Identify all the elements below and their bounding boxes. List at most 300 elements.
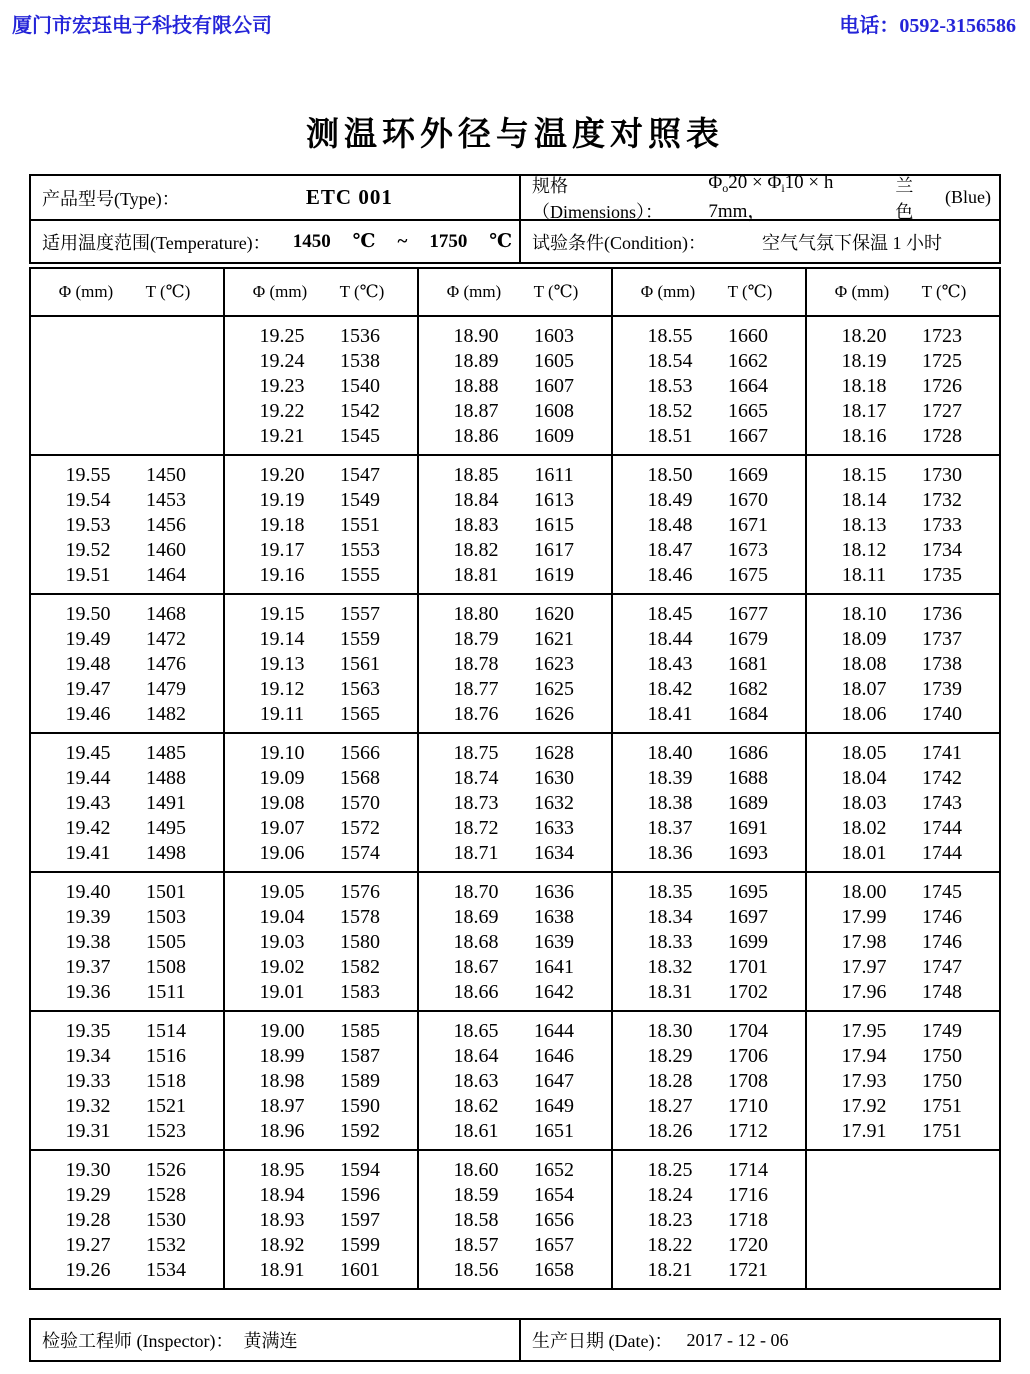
table-row — [825, 513, 981, 538]
table-row — [631, 816, 787, 841]
phi-value: 18.69 — [453, 906, 499, 928]
t-header: T (℃) — [727, 282, 773, 301]
phi-header: Φ (mm) — [834, 282, 890, 301]
dimensions-value: $\Phi_o20 \times \Phi_i10 \times h$ 7mm， — [708, 172, 834, 222]
table-row — [631, 791, 787, 816]
t-value: 1745 — [922, 881, 962, 903]
table-row — [825, 930, 981, 955]
t-value: 1453 — [146, 489, 186, 511]
t-value: 1673 — [728, 539, 768, 561]
phi-value: 18.79 — [453, 628, 499, 650]
table-row — [437, 816, 593, 841]
table-row — [437, 1044, 593, 1069]
date-cell — [519, 1320, 999, 1360]
table-row — [49, 741, 205, 766]
t-value: 1609 — [534, 425, 574, 447]
t-value: 1596 — [340, 1184, 380, 1206]
table-row — [49, 791, 205, 816]
table-row — [49, 424, 205, 449]
table-row — [437, 1119, 593, 1144]
ring-color-cn: 兰色 — [895, 175, 914, 222]
table-row — [825, 627, 981, 652]
table-row — [49, 463, 205, 488]
phi-value: 18.87 — [453, 400, 499, 422]
t-value: 1485 — [146, 742, 186, 764]
table-row — [243, 1019, 399, 1044]
table-row — [49, 399, 205, 424]
phi-value: 19.22 — [259, 400, 305, 422]
t-value: 1733 — [922, 514, 962, 536]
t-value: 1651 — [534, 1120, 574, 1142]
t-value: 1656 — [534, 1209, 574, 1231]
phi-value: 18.45 — [647, 603, 693, 625]
t-value — [903, 1158, 981, 1183]
table-row — [437, 513, 593, 538]
table-cell-block — [31, 734, 223, 871]
table-row — [825, 702, 981, 727]
table-cell-block — [31, 873, 223, 1010]
table-row — [631, 1044, 787, 1069]
t-value: 1716 — [728, 1184, 768, 1206]
phi-value: 17.96 — [841, 981, 887, 1003]
measurement-table-body — [31, 317, 999, 1288]
column-header-cell — [611, 269, 805, 315]
t-value: 1702 — [728, 981, 768, 1003]
phi-value: 18.91 — [259, 1259, 305, 1281]
t-value: 1738 — [922, 653, 962, 675]
t-value: 1628 — [534, 742, 574, 764]
table-row — [243, 816, 399, 841]
table-row — [437, 741, 593, 766]
phi-value: 18.93 — [259, 1209, 305, 1231]
phi-value: 18.53 — [647, 375, 693, 397]
t-value: 1608 — [534, 400, 574, 422]
t-value: 1654 — [534, 1184, 574, 1206]
t-value: 1532 — [146, 1234, 186, 1256]
phi-value: 18.43 — [647, 653, 693, 675]
phi-value: 17.91 — [841, 1120, 887, 1142]
t-value: 1460 — [146, 539, 186, 561]
phi-value: 18.86 — [453, 425, 499, 447]
t-value — [903, 1233, 981, 1258]
table-row — [49, 905, 205, 930]
table-row — [631, 905, 787, 930]
t-value: 1464 — [146, 564, 186, 586]
table-row — [437, 538, 593, 563]
table-row — [49, 1208, 205, 1233]
phi-value: 19.28 — [65, 1209, 111, 1231]
table-row — [243, 513, 399, 538]
phi-value: 19.18 — [259, 514, 305, 536]
phi-value: 19.49 — [65, 628, 111, 650]
table-row — [243, 880, 399, 905]
t-value: 1621 — [534, 628, 574, 650]
phi-value — [825, 1258, 903, 1283]
phi-value: 18.76 — [453, 703, 499, 725]
table-row — [825, 1094, 981, 1119]
t-value: 1583 — [340, 981, 380, 1003]
phi-value: 18.24 — [647, 1184, 693, 1206]
table-row — [437, 1258, 593, 1283]
phi-value: 18.62 — [453, 1095, 499, 1117]
phi-value: 18.96 — [259, 1120, 305, 1142]
table-row — [243, 1233, 399, 1258]
table-row — [437, 791, 593, 816]
phi-value: 19.52 — [65, 539, 111, 561]
table-row — [243, 1258, 399, 1283]
phi-value: 19.55 — [65, 464, 111, 486]
table-row — [243, 905, 399, 930]
table-row — [825, 1044, 981, 1069]
phi-value: 17.93 — [841, 1070, 887, 1092]
table-row — [49, 1183, 205, 1208]
table-cell-block — [417, 1012, 611, 1149]
t-value: 1721 — [728, 1259, 768, 1281]
footer-row — [31, 1320, 999, 1360]
table-row — [825, 741, 981, 766]
phi-value: 18.77 — [453, 678, 499, 700]
t-value — [903, 1258, 981, 1283]
t-value: 1561 — [340, 653, 380, 675]
t-value: 1505 — [146, 931, 186, 953]
phi-header: Φ (mm) — [640, 282, 696, 301]
table-row — [49, 652, 205, 677]
phi-value — [49, 424, 127, 449]
t-value: 1538 — [340, 350, 380, 372]
table-cell-block — [417, 595, 611, 732]
phi-value: 18.71 — [453, 842, 499, 864]
t-value: 1681 — [728, 653, 768, 675]
table-row — [49, 513, 205, 538]
table-row — [243, 841, 399, 866]
table-row — [49, 816, 205, 841]
table-row — [49, 1158, 205, 1183]
phi-value: 18.22 — [647, 1234, 693, 1256]
temp-unit-a: ℃ — [352, 231, 376, 252]
table-row — [631, 424, 787, 449]
phi-value: 18.75 — [453, 742, 499, 764]
t-value: 1665 — [728, 400, 768, 422]
table-row — [825, 374, 981, 399]
t-value: 1669 — [728, 464, 768, 486]
phi-value: 18.12 — [841, 539, 887, 561]
table-row — [437, 930, 593, 955]
t-value: 1613 — [534, 489, 574, 511]
t-value: 1633 — [534, 817, 574, 839]
t-value: 1601 — [340, 1259, 380, 1281]
table-row — [437, 563, 593, 588]
table-row — [631, 1094, 787, 1119]
product-type-label: 产品型号(Type)： — [42, 188, 180, 209]
phi-value: 18.31 — [647, 981, 693, 1003]
phi-value: 18.47 — [647, 539, 693, 561]
table-cell-block — [31, 317, 223, 454]
measurement-table-header — [31, 269, 999, 317]
t-value: 1636 — [534, 881, 574, 903]
phi-value: 18.57 — [453, 1234, 499, 1256]
table-row — [49, 880, 205, 905]
phi-value: 18.80 — [453, 603, 499, 625]
table-row — [437, 602, 593, 627]
t-value: 1607 — [534, 375, 574, 397]
t-value: 1746 — [922, 906, 962, 928]
table-row — [49, 324, 205, 349]
phi-value: 18.78 — [453, 653, 499, 675]
table-row — [825, 791, 981, 816]
phi-value: 19.41 — [65, 842, 111, 864]
info-row-temp-cond — [31, 219, 999, 262]
table-row — [631, 1208, 787, 1233]
phi-value: 19.14 — [259, 628, 305, 650]
phi-value: 19.23 — [259, 375, 305, 397]
table-cell-block — [805, 1151, 999, 1288]
table-row — [631, 930, 787, 955]
table-row — [49, 627, 205, 652]
t-value: 1495 — [146, 817, 186, 839]
phi-value: 18.10 — [841, 603, 887, 625]
table-row — [631, 488, 787, 513]
t-value: 1750 — [922, 1070, 962, 1092]
t-value: 1559 — [340, 628, 380, 650]
phi-value: 18.03 — [841, 792, 887, 814]
table-row — [437, 488, 593, 513]
page-title: 测温环外径与温度对照表 — [306, 117, 724, 153]
t-value: 1748 — [922, 981, 962, 1003]
t-value: 1603 — [534, 325, 574, 347]
t-value: 1542 — [340, 400, 380, 422]
phi-value — [49, 374, 127, 399]
table-row — [631, 602, 787, 627]
table-cell-block — [417, 456, 611, 593]
inspector-cell — [31, 1320, 519, 1360]
column-header-cell — [223, 269, 417, 315]
phi-value: 19.19 — [259, 489, 305, 511]
table-row — [825, 488, 981, 513]
phi-value: 18.54 — [647, 350, 693, 372]
table-row — [631, 741, 787, 766]
phi-value: 19.37 — [65, 956, 111, 978]
t-value — [127, 424, 205, 449]
table-row — [825, 463, 981, 488]
table-row — [825, 841, 981, 866]
phi-header: Φ (mm) — [252, 282, 308, 301]
table-row — [243, 602, 399, 627]
phi-value: 18.67 — [453, 956, 499, 978]
phi-value: 18.83 — [453, 514, 499, 536]
phi-value: 19.02 — [259, 956, 305, 978]
t-value: 1701 — [728, 956, 768, 978]
table-row — [631, 766, 787, 791]
phi-value: 18.18 — [841, 375, 887, 397]
table-row — [243, 1094, 399, 1119]
table-row-group — [31, 1010, 999, 1149]
t-value: 1508 — [146, 956, 186, 978]
t-value: 1553 — [340, 539, 380, 561]
table-cell-block — [611, 317, 805, 454]
table-row — [437, 1158, 593, 1183]
t-value: 1652 — [534, 1159, 574, 1181]
t-value: 1594 — [340, 1159, 380, 1181]
table-row — [631, 841, 787, 866]
info-table — [29, 174, 1001, 264]
t-header: T (℃) — [921, 282, 967, 301]
table-row-group — [31, 593, 999, 732]
t-value: 1534 — [146, 1259, 186, 1281]
table-row — [49, 841, 205, 866]
table-row — [243, 1044, 399, 1069]
table-row — [825, 880, 981, 905]
table-row — [825, 652, 981, 677]
phi-value: 18.99 — [259, 1045, 305, 1067]
t-header: T (℃) — [339, 282, 385, 301]
phi-value: 19.25 — [259, 325, 305, 347]
phi-value: 18.09 — [841, 628, 887, 650]
t-value: 1491 — [146, 792, 186, 814]
phi-value: 18.20 — [841, 325, 887, 347]
t-value: 1617 — [534, 539, 574, 561]
company-name: 厦门市宏珏电子科技有限公司 — [12, 15, 272, 37]
table-row-group — [31, 454, 999, 593]
table-cell-block — [611, 595, 805, 732]
table-row — [437, 955, 593, 980]
table-row — [437, 627, 593, 652]
table-cell-block — [31, 1012, 223, 1149]
t-value: 1599 — [340, 1234, 380, 1256]
t-value: 1710 — [728, 1095, 768, 1117]
table-row — [49, 374, 205, 399]
table-cell-block — [805, 873, 999, 1010]
phi-value: 18.36 — [647, 842, 693, 864]
table-row — [825, 816, 981, 841]
phi-value: 19.36 — [65, 981, 111, 1003]
phi-value: 18.01 — [841, 842, 887, 864]
phi-value: 19.03 — [259, 931, 305, 953]
ring-color-en: (Blue) — [945, 187, 991, 207]
table-row-group — [31, 871, 999, 1010]
t-value: 1677 — [728, 603, 768, 625]
phi-value: 18.37 — [647, 817, 693, 839]
phi-value: 18.08 — [841, 653, 887, 675]
t-value: 1720 — [728, 1234, 768, 1256]
phi-value: 19.27 — [65, 1234, 111, 1256]
t-value: 1547 — [340, 464, 380, 486]
t-value: 1555 — [340, 564, 380, 586]
column-header-cell — [31, 269, 223, 315]
phi-value: 19.40 — [65, 881, 111, 903]
table-row — [243, 424, 399, 449]
table-row — [49, 1233, 205, 1258]
t-value: 1634 — [534, 842, 574, 864]
phi-value: 19.21 — [259, 425, 305, 447]
table-row — [49, 1019, 205, 1044]
phi-header: Φ (mm) — [58, 282, 114, 301]
phi-value: 18.60 — [453, 1159, 499, 1181]
table-cell-block — [611, 456, 805, 593]
phi-value — [825, 1233, 903, 1258]
t-value: 1468 — [146, 603, 186, 625]
t-value: 1572 — [340, 817, 380, 839]
table-row — [631, 652, 787, 677]
phi-value: 19.10 — [259, 742, 305, 764]
t-value: 1590 — [340, 1095, 380, 1117]
t-value: 1726 — [922, 375, 962, 397]
t-value: 1740 — [922, 703, 962, 725]
t-value: 1697 — [728, 906, 768, 928]
table-row — [49, 1094, 205, 1119]
table-row — [243, 702, 399, 727]
table-row — [243, 1119, 399, 1144]
phi-value: 19.38 — [65, 931, 111, 953]
phi-value: 19.13 — [259, 653, 305, 675]
phi-value: 18.73 — [453, 792, 499, 814]
table-row — [825, 1208, 981, 1233]
t-value: 1582 — [340, 956, 380, 978]
t-value: 1647 — [534, 1070, 574, 1092]
table-row — [437, 374, 593, 399]
phi-value: 18.28 — [647, 1070, 693, 1092]
phi-value: 18.14 — [841, 489, 887, 511]
phi-value: 18.38 — [647, 792, 693, 814]
table-cell-block — [223, 317, 417, 454]
table-row — [437, 1019, 593, 1044]
table-row — [49, 1258, 205, 1283]
phi-value: 19.39 — [65, 906, 111, 928]
t-value: 1626 — [534, 703, 574, 725]
phi-value: 18.74 — [453, 767, 499, 789]
table-row — [631, 463, 787, 488]
t-value: 1521 — [146, 1095, 186, 1117]
phi-value: 18.32 — [647, 956, 693, 978]
phi-value: 18.59 — [453, 1184, 499, 1206]
phi-value: 18.64 — [453, 1045, 499, 1067]
table-row — [631, 563, 787, 588]
phi-value: 18.35 — [647, 881, 693, 903]
t-value: 1526 — [146, 1159, 186, 1181]
phi-value: 18.15 — [841, 464, 887, 486]
phi-value: 19.50 — [65, 603, 111, 625]
phi-value: 17.95 — [841, 1020, 887, 1042]
t-value: 1501 — [146, 881, 186, 903]
phi-value: 18.13 — [841, 514, 887, 536]
table-row — [243, 563, 399, 588]
t-value: 1523 — [146, 1120, 186, 1142]
t-value: 1456 — [146, 514, 186, 536]
table-row — [825, 1233, 981, 1258]
column-header-cell — [805, 269, 999, 315]
phi-value: 18.95 — [259, 1159, 305, 1181]
t-value: 1675 — [728, 564, 768, 586]
phi-value: 18.42 — [647, 678, 693, 700]
date-label: 生产日期 (Date)： — [532, 1331, 673, 1351]
inspector-label: 检验工程师 (Inspector)： — [42, 1331, 234, 1351]
table-row-group — [31, 732, 999, 871]
phi-value: 19.20 — [259, 464, 305, 486]
phi-value: 18.07 — [841, 678, 887, 700]
t-value: 1734 — [922, 539, 962, 561]
t-value: 1706 — [728, 1045, 768, 1067]
table-cell-block — [223, 734, 417, 871]
t-value: 1580 — [340, 931, 380, 953]
temp-unit-b: ℃ — [489, 231, 513, 252]
table-row-group — [31, 1149, 999, 1288]
phi-value: 18.23 — [647, 1209, 693, 1231]
phi-value: 19.17 — [259, 539, 305, 561]
table-row — [243, 1158, 399, 1183]
t-value: 1679 — [728, 628, 768, 650]
table-cell-block — [805, 595, 999, 732]
t-value: 1623 — [534, 653, 574, 675]
phi-value: 19.43 — [65, 792, 111, 814]
